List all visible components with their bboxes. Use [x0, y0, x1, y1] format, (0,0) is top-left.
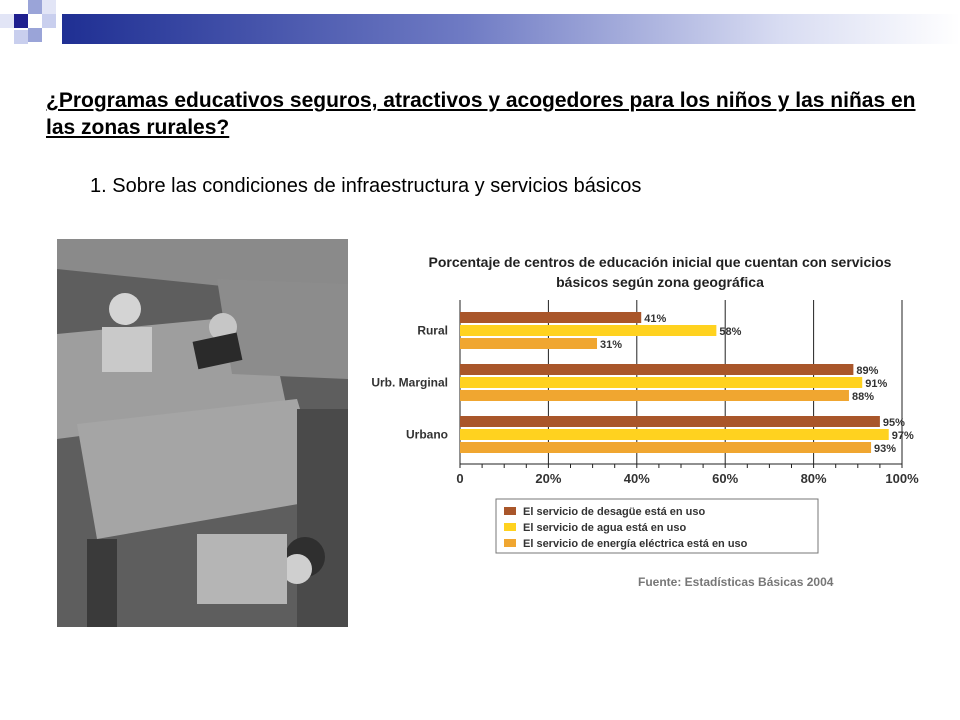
- bar-value-label: 41%: [644, 313, 667, 325]
- y-category-label: Rural: [417, 323, 448, 338]
- bar-value-label: 91%: [865, 378, 888, 390]
- bar: [460, 416, 880, 427]
- classroom-photo: [57, 239, 348, 627]
- x-tick-label: 80%: [800, 471, 827, 486]
- bar-value-label: 58%: [719, 326, 742, 338]
- bar: [460, 442, 871, 453]
- bar: [460, 312, 641, 323]
- bar: [460, 377, 862, 388]
- x-tick-label: 0: [456, 471, 464, 486]
- bar-value-label: 31%: [600, 339, 623, 351]
- legend-swatch: [504, 507, 516, 515]
- bar-value-label: 93%: [874, 443, 897, 455]
- bar-value-label: 88%: [851, 391, 874, 403]
- bar-value-label: 95%: [882, 417, 905, 429]
- y-category-label: Urb. Marginal: [371, 375, 448, 390]
- deco-square: [14, 14, 28, 28]
- x-tick-label: 20%: [535, 471, 562, 486]
- slide-subheading: 1. Sobre las condiciones de infraestructura y servicios básicos: [90, 175, 642, 197]
- bar: [460, 390, 849, 401]
- bar: [460, 429, 889, 440]
- deco-square: [0, 14, 14, 28]
- x-tick-label: 40%: [623, 471, 650, 486]
- bar: [460, 364, 853, 375]
- bar-value-label: 97%: [891, 430, 914, 442]
- legend-label: El servicio de energía eléctrica está en uso: [523, 538, 748, 550]
- bar-value-label: 89%: [856, 365, 879, 377]
- bar-chart: [352, 236, 932, 606]
- x-tick-label: 100%: [885, 471, 919, 486]
- y-category-label: Urbano: [406, 427, 448, 442]
- legend-label: El servicio de agua está en uso: [523, 522, 687, 534]
- deco-square: [28, 0, 42, 14]
- deco-square: [42, 14, 56, 28]
- legend-swatch: [504, 539, 516, 547]
- slide-heading: ¿Programas educativos seguros, atractivos y acogedores para los niños y las niñas en las zonas rurales?: [46, 89, 916, 139]
- x-tick-label: 60%: [712, 471, 739, 486]
- legend-label: El servicio de desagüe está en uso: [523, 506, 706, 518]
- bar: [460, 338, 597, 349]
- deco-square: [42, 0, 56, 14]
- title-gradient-bar: [62, 14, 960, 44]
- chart-title: Porcentaje de centros de educación inicial que cuentan con servicios básicos según zona geográfica: [428, 254, 892, 290]
- deco-square: [28, 28, 42, 42]
- legend-swatch: [504, 523, 516, 531]
- chart-source: Fuente: Estadísticas Básicas 2004: [638, 575, 834, 589]
- deco-square: [14, 30, 28, 44]
- bar: [460, 325, 716, 336]
